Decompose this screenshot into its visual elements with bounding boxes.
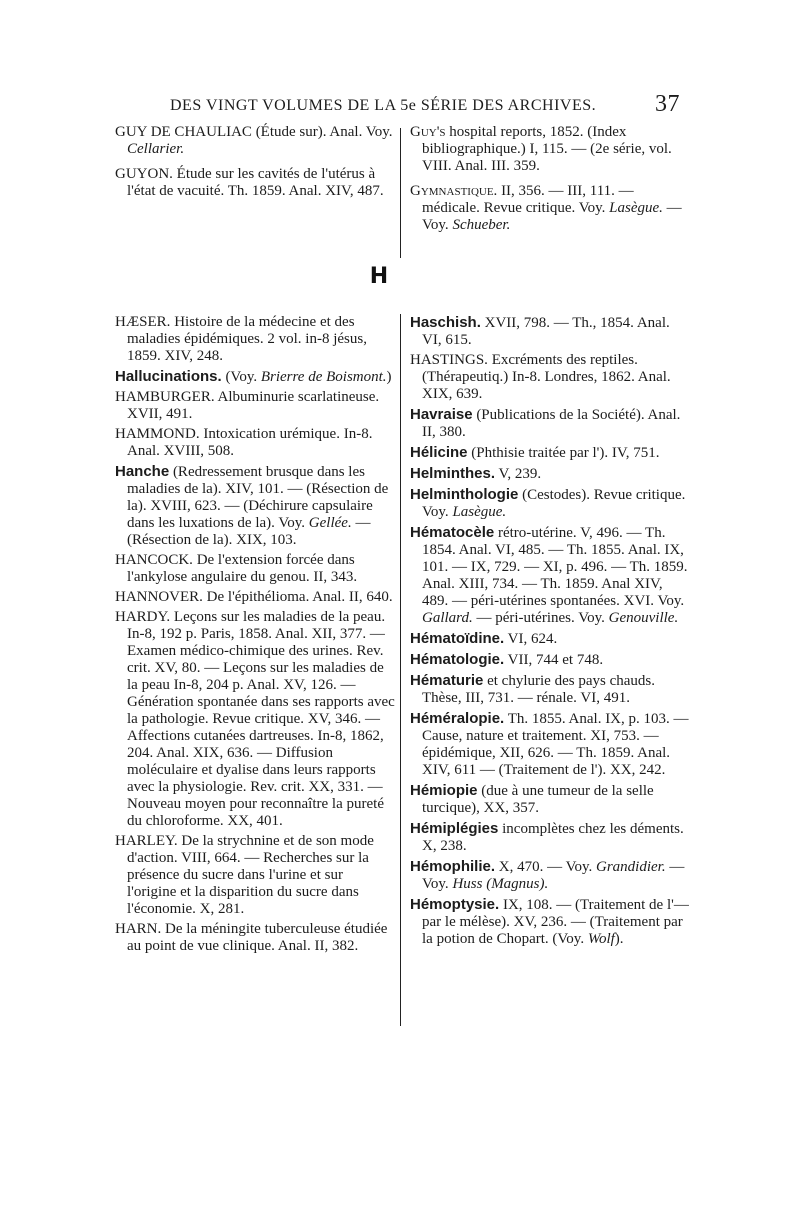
- entry-text: (Cestodes). Revue critique. Voy.: [422, 487, 686, 520]
- entry-headword: Havraise: [410, 406, 473, 423]
- entry-headword: HANCOCK.: [115, 552, 193, 568]
- entry-text: Leçons sur les maladies de la peau. In-8, 192 p. Paris, 1858. Anal. XII, 377. — Examen médico-chimique des urines. Rev. crit. XV, 80. — Leçons sur les maladies de la peau In-8, 204 p. Anal. XV, 126. — Génération spontanée dans ses rapports avec la pathologie. Revue critique. XV, 346. — Affections cutanées dartreuses. In-8, 1862, 204. Anal. XIX, 636. — Diffusion moléculaire et dyalise dans leurs rapports avec la physiologie. Rev. crit. XX, 331. — Nouveau moyen pour reconnaître la pureté du chloroforme. XX, 401.: [127, 609, 395, 829]
- entry-text: (Redressement brusque dans les maladies de la). XIV, 101. — (Résection de la). XVIII, 623. — (Déchirure capsulaire dans les luxations de la). Voy.: [127, 464, 389, 531]
- main-block: [115, 314, 695, 1034]
- column-rule-main: [400, 314, 401, 1026]
- entry-reference: Grandidier.: [596, 859, 666, 875]
- entry-text: et chylurie des pays chauds. Thèse, III, 731. — rénale. VI, 491.: [422, 673, 655, 706]
- entry-text: ).: [614, 931, 624, 947]
- entry-text: De l'épithélioma. Anal. II, 640.: [202, 589, 393, 605]
- entry-headword: Guy's: [410, 124, 446, 140]
- entry-headword: Hanche: [115, 463, 170, 480]
- entry-text: Th. 1855. Anal. IX, p. 103. — Cause, nature et traitement. XI, 753. — épidémique, XII, 626. — Th. 1859. Anal. XIV, 611 — (Traitement de l'). XX, 242.: [422, 711, 689, 778]
- index-entry: [115, 552, 395, 586]
- index-entry: [115, 368, 395, 386]
- index-entry: [410, 820, 692, 855]
- index-entry: [115, 314, 395, 365]
- index-entry: [410, 465, 692, 483]
- left-column: [115, 314, 395, 958]
- top-right-column: [410, 124, 692, 242]
- index-entry: [410, 630, 692, 648]
- entry-reference: Schueber.: [452, 217, 511, 233]
- entry-headword: GUYON.: [115, 166, 173, 182]
- entry-headword: HASTINGS.: [410, 352, 488, 368]
- running-title: DES VINGT VOLUMES DE LA 5e SÉRIE DES ARCHIVES.: [170, 97, 597, 114]
- entry-text: XVII, 798. — Th., 1854. Anal. VI, 615.: [422, 315, 670, 348]
- index-entry: [115, 426, 395, 460]
- entry-headword: GUY DE CHAULIAC: [115, 124, 252, 140]
- entry-text: — Voy.: [422, 200, 682, 233]
- entry-headword: Hémiopie: [410, 782, 478, 799]
- entry-headword: Hématoïdine.: [410, 630, 505, 647]
- entry-headword: HAMBURGER.: [115, 389, 215, 405]
- entry-text: (Voy.: [221, 369, 261, 385]
- index-entry: [410, 672, 692, 707]
- entry-text: V, 239.: [495, 466, 542, 482]
- entry-text: incomplètes chez les déments. X, 238.: [422, 821, 684, 854]
- index-entry: [115, 124, 395, 158]
- entry-text: VI, 624.: [504, 631, 558, 647]
- entry-text: Intoxication urémique. In-8. Anal. XVIII, 508.: [127, 426, 373, 459]
- entry-text: (due à une tumeur de la selle turcique), XX, 357.: [422, 783, 654, 816]
- entry-headword: Haschish.: [410, 314, 481, 331]
- index-entry: [410, 352, 692, 403]
- entry-text: — Voy.: [422, 859, 685, 892]
- entry-text: (Phthisie traitée par l'). IV, 751.: [467, 445, 660, 461]
- index-entry: [410, 710, 692, 779]
- entry-headword: HÆSER.: [115, 314, 171, 330]
- entry-text: hospital reports, 1852. (Index bibliographique.) I, 115. — (2e série, vol. VIII. Anal. III. 359.: [422, 124, 672, 174]
- index-entry: [410, 314, 692, 349]
- index-entry: [115, 833, 395, 918]
- index-entry: [410, 858, 692, 893]
- index-entry: [410, 896, 692, 948]
- index-entry: [410, 183, 692, 234]
- entry-reference: Gellée.: [308, 515, 352, 531]
- entry-headword: Hématologie.: [410, 651, 505, 668]
- entry-text: (Publications de la Société). Anal. II, 380.: [422, 407, 681, 440]
- entry-text: IX, 108. — (Traitement de l'— par le mélèse). XV, 236. — (Traitement par la potion de Chopart. (Voy.: [422, 897, 689, 947]
- index-entry: [410, 406, 692, 441]
- entry-headword: HARLEY.: [115, 833, 178, 849]
- entry-headword: Hématurie: [410, 672, 484, 689]
- running-head: [170, 91, 680, 121]
- entry-text: — (Résection de la). XIX, 103.: [127, 515, 371, 548]
- entry-text: — péri-utérines. Voy.: [472, 610, 609, 626]
- top-left-column: [115, 124, 395, 208]
- entry-headword: Hémoptysie.: [410, 896, 500, 913]
- index-entry: [410, 124, 692, 175]
- page-number: 37: [655, 91, 680, 117]
- index-entry: [410, 486, 692, 521]
- entry-headword: Hémiplégies: [410, 820, 499, 837]
- entry-text: ): [386, 369, 392, 385]
- index-entry: [115, 589, 395, 606]
- index-entry: [115, 389, 395, 423]
- entry-reference: Brierre de Boismont.: [260, 369, 387, 385]
- entry-headword: HARDY.: [115, 609, 171, 625]
- entry-text: De la strychnine et de son mode d'action. VIII, 664. — Recherches sur la présence du sucre dans l'urine et sur l'origine et la disparition du sucre dans l'économie. X, 281.: [127, 833, 374, 917]
- entry-headword: Helminthologie: [410, 486, 519, 503]
- entry-reference: Huss (Magnus).: [452, 876, 549, 892]
- entry-reference: Lasègue.: [609, 200, 663, 216]
- entry-reference: Wolf: [587, 931, 615, 947]
- entry-headword: Hémophilie.: [410, 858, 496, 875]
- entry-reference: Lasègue.: [452, 504, 507, 520]
- right-column: [410, 314, 692, 951]
- entry-headword: HANNOVER.: [115, 589, 203, 605]
- section-letter: H: [369, 264, 389, 289]
- entry-headword: Hallucinations.: [115, 368, 222, 385]
- entry-headword: HAMMOND.: [115, 426, 200, 442]
- index-entry: [410, 524, 692, 627]
- entry-text: Histoire de la médecine et des maladies épidémiques. 2 vol. in-8 jésus, 1859. XIV, 248.: [127, 314, 367, 364]
- index-entry: [115, 463, 395, 549]
- entry-text: Excréments des reptiles. (Thérapeutiq.) In-8. Londres, 1862. Anal. XIX, 639.: [422, 352, 671, 402]
- entry-text: De l'extension forcée dans l'ankylose angulaire du genou. II, 343.: [127, 552, 358, 585]
- entry-headword: Gymnastique.: [410, 183, 498, 199]
- index-entry: [410, 782, 692, 817]
- entry-reference: Genouville.: [608, 610, 679, 626]
- entry-text: X, 470. — Voy.: [495, 859, 597, 875]
- entry-text: (Étude sur). Anal. Voy.: [251, 124, 393, 140]
- entry-headword: Héméralopie.: [410, 710, 505, 727]
- entry-text: VII, 744 et 748.: [504, 652, 604, 668]
- entry-headword: Hélicine: [410, 444, 468, 461]
- index-entry: [115, 921, 395, 955]
- entry-text: Étude sur les cavités de l'utérus à l'état de vacuité. Th. 1859. Anal. XIV, 487.: [127, 166, 384, 199]
- index-entry: [410, 444, 692, 462]
- entry-text: rétro-utérine. V, 496. — Th. 1854. Anal. VI, 485. — Th. 1855. Anal. IX, 101. — IX, 729. — XI, p. 496. — Th. 1859. Anal. XIII, 734. — Th. 1859. Anal XIV, 489. — péri-utérines spontanées. XVI. Voy.: [422, 525, 688, 609]
- index-entry: [115, 166, 395, 200]
- entry-headword: Helminthes.: [410, 465, 496, 482]
- entry-headword: HARN.: [115, 921, 162, 937]
- entry-text: II, 356. — III, 111. — médicale. Revue critique. Voy.: [422, 183, 634, 216]
- top-block: [115, 124, 685, 264]
- index-entry: [410, 651, 692, 669]
- entry-reference: Gallard.: [422, 610, 473, 626]
- entry-text: Albuminurie scarlatineuse. XVII, 491.: [127, 389, 380, 422]
- index-entry: [115, 609, 395, 830]
- entry-reference: Cellarier.: [127, 141, 185, 157]
- column-rule-top: [400, 128, 401, 258]
- entry-text: De la méningite tuberculeuse étudiée au point de vue clinique. Anal. II, 382.: [127, 921, 388, 954]
- entry-headword: Hématocèle: [410, 524, 495, 541]
